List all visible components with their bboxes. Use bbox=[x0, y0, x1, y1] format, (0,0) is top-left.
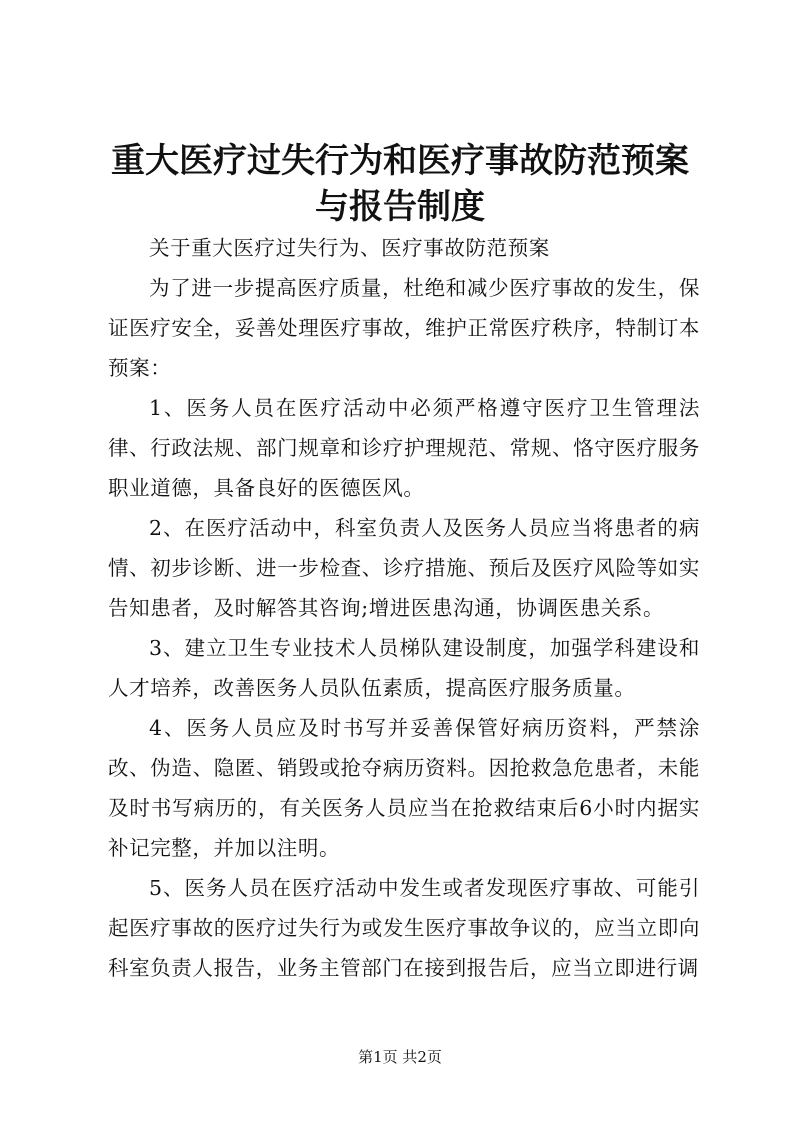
paragraph-item-2: 2、在医疗活动中，科室负责人及医务人员应当将患者的病情、初步诊断、进一步检查、诊疗措施、预后及医疗风险等如实告知患者，及时解答其咨询;增进医患沟通，协调医患关系。 bbox=[108, 516, 700, 620]
paragraph-item-1: 1、医务人员在医疗活动中必须严格遵守医疗卫生管理法律、行政法规、部门规章和诊疗护理规范、常规、恪守医疗服务职业道德，具备良好的医德医风。 bbox=[108, 396, 700, 500]
paragraph-item-5: 5、医务人员在医疗活动中发生或者发现医疗事故、可能引起医疗事故的医疗过失行为或发生医疗事故争议的，应当立即向科室负责人报告，业务主管部门在接到报告后，应当立即进行调 bbox=[108, 876, 700, 980]
paragraph-item-3: 3、建立卫生专业技术人员梯队建设制度，加强学科建设和人才培养，改善医务人员队伍素质，提高医疗服务质量。 bbox=[108, 636, 700, 700]
document-title: 重大医疗过失行为和医疗事故防范预案与报告制度 bbox=[111, 141, 689, 227]
document-body bbox=[108, 228, 700, 988]
paragraph-item-4: 4、医务人员应及时书写并妥善保管好病历资料，严禁涂改、伪造、隐匿、销毁或抢夺病历资料。因抢救急危患者，未能及时书写病历的，有关医务人员应当在抢救结束后6小时内据实补记完整，并加以注明。 bbox=[108, 716, 700, 860]
page-number-footer: 第1页 共2页 bbox=[358, 1048, 442, 1066]
paragraph-subtitle: 关于重大医疗过失行为、医疗事故防范预案 bbox=[149, 236, 550, 260]
paragraph-intro: 为了进一步提高医疗质量，杜绝和减少医疗事故的发生，保证医疗安全，妥善处理医疗事故，维护正常医疗秩序，特制订本预案： bbox=[108, 276, 700, 380]
